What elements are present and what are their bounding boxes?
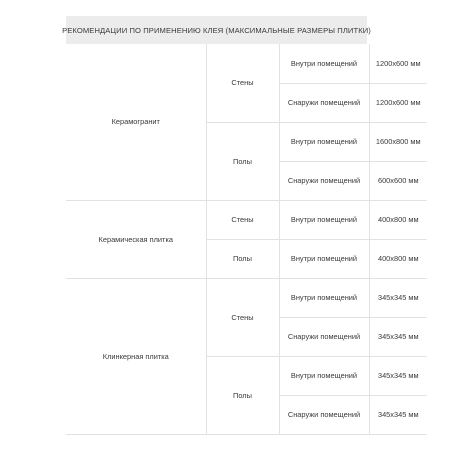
size-cell: 1600x800 мм: [369, 122, 427, 161]
size-cell: 400x800 мм: [369, 200, 427, 239]
location-cell: Снаружи помещений: [279, 161, 369, 200]
material-cell: Клинкерная плитка: [66, 278, 206, 434]
size-cell: 345x345 мм: [369, 317, 427, 356]
tile-size-table: [66, 44, 427, 435]
surface-cell: Полы: [206, 356, 279, 434]
table-row: [66, 44, 427, 83]
location-cell: Внутри помещений: [279, 239, 369, 278]
surface-cell: Полы: [206, 122, 279, 200]
location-cell: Снаружи помещений: [279, 395, 369, 434]
surface-cell: Полы: [206, 239, 279, 278]
table-title: РЕКОМЕНДАЦИИ ПО ПРИМЕНЕНИЮ КЛЕЯ (МАКСИМАЛЬНЫЕ РАЗМЕРЫ ПЛИТКИ): [66, 16, 367, 44]
size-cell: 345x345 мм: [369, 278, 427, 317]
location-cell: Внутри помещений: [279, 356, 369, 395]
location-cell: Внутри помещений: [279, 278, 369, 317]
surface-cell: Стены: [206, 278, 279, 356]
location-cell: Внутри помещений: [279, 122, 369, 161]
size-cell: 400x800 мм: [369, 239, 427, 278]
size-cell: 345x345 мм: [369, 395, 427, 434]
material-cell: Керамогранит: [66, 44, 206, 200]
size-cell: 1200x600 мм: [369, 83, 427, 122]
location-cell: Внутри помещений: [279, 44, 369, 83]
surface-cell: Стены: [206, 200, 279, 239]
size-cell: 600x600 мм: [369, 161, 427, 200]
size-cell: 1200x600 мм: [369, 44, 427, 83]
recommendations-table-block: [62, 16, 421, 435]
table-row: [66, 200, 427, 239]
location-cell: Снаружи помещений: [279, 83, 369, 122]
table-row: [66, 278, 427, 317]
size-cell: 345x345 мм: [369, 356, 427, 395]
material-cell: Керамическая плитка: [66, 200, 206, 278]
surface-cell: Стены: [206, 44, 279, 122]
location-cell: Снаружи помещений: [279, 317, 369, 356]
location-cell: Внутри помещений: [279, 200, 369, 239]
